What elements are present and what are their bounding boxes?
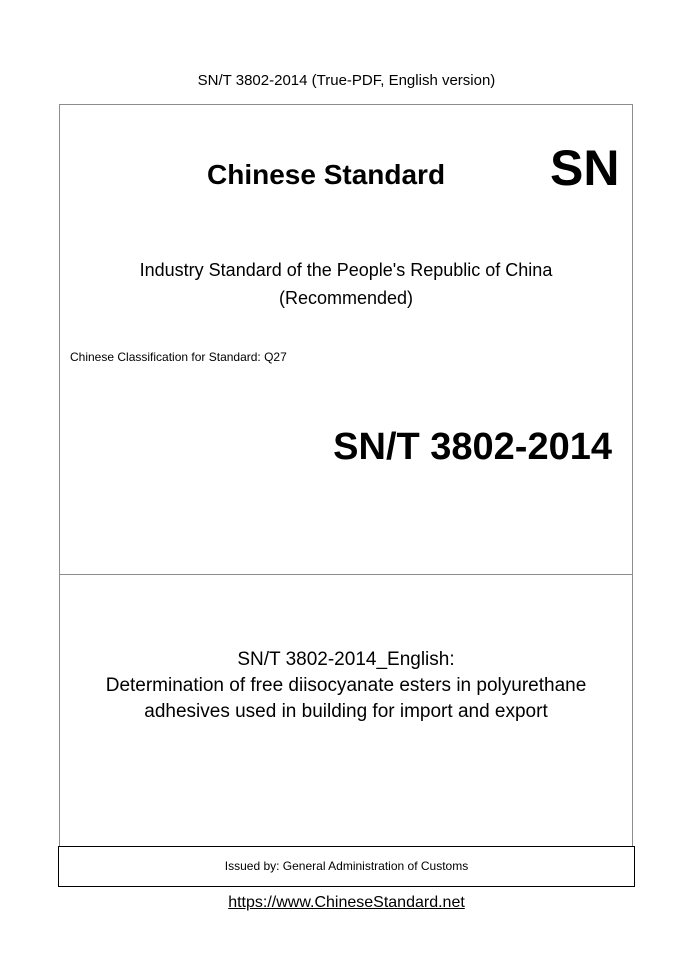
classification-label: Chinese Classification for Standard: Q27 [70,350,287,364]
issuer-text: Issued by: General Administration of Customs [224,859,469,873]
industry-standard-line: Industry Standard of the People's Republic of China [139,260,553,280]
document-header: SN/T 3802-2014 (True-PDF, English version) [197,72,496,89]
recommended-line: (Recommended) [278,288,414,308]
title-line: SN/T 3802-2014_English: [237,649,455,670]
title-line: adhesives used in building for import and export [144,701,548,722]
title-line: Determination of free diisocyanate esters in polyurethane [105,675,587,696]
document-title [59,647,633,725]
website-link[interactable]: https://www.ChineseStandard.net [228,894,465,911]
cover-heading: Chinese Standard [207,159,446,190]
sn-mark: SN [550,140,620,196]
footer [0,893,693,913]
standard-number: SN/T 3802-2014 [333,426,612,468]
